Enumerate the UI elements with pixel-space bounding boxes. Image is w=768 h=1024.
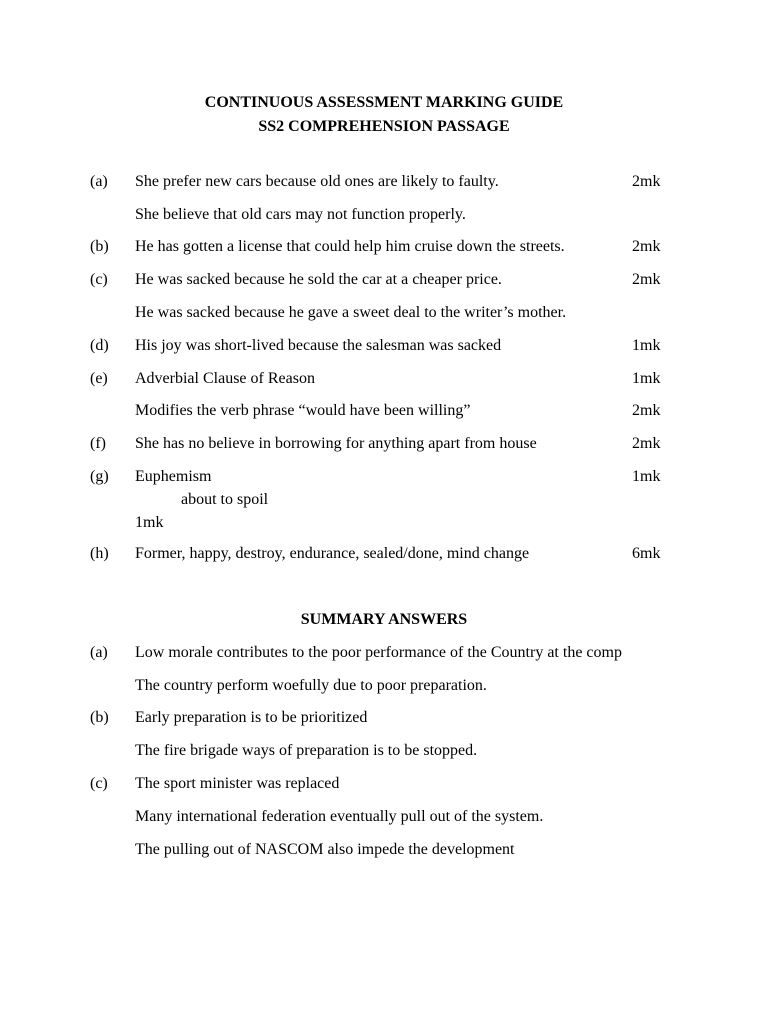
question-label: (h) [90,545,109,562]
answer-text: Euphemism [135,468,212,485]
mark-value: 2mk [632,402,661,419]
answer-text: Former, happy, destroy, endurance, sealed/done, mind change [135,545,530,562]
question-label: (c) [90,271,108,288]
question-label: (c) [90,775,108,792]
question-label: (a) [90,173,108,190]
answer-text: The pulling out of NASCOM also impede the development [135,841,515,858]
mark-value: 2mk [632,435,661,452]
answer-text: Modifies the verb phrase “would have been willing” [135,402,471,419]
question-label: (f) [90,435,106,452]
question-label: (b) [90,709,109,726]
title-line-2: SS2 COMPREHENSION PASSAGE [258,118,510,135]
answer-text: The fire brigade ways of preparation is to be stopped. [135,742,478,759]
question-label: (e) [90,370,108,387]
mark-value: 1mk [632,468,661,485]
summary-heading: SUMMARY ANSWERS [300,611,468,628]
mark-value: 1mk [632,370,661,387]
question-label: (d) [90,337,109,354]
answer-text: She has no believe in borrowing for anything apart from house [135,435,537,452]
answer-text: He was sacked because he sold the car at a cheaper price. [135,271,502,288]
answer-text: The country perform woefully due to poor preparation. [135,677,487,694]
answer-text: Early preparation is to be prioritized [135,709,368,726]
question-label: (g) [90,468,109,485]
question-label: (a) [90,644,108,661]
answer-text: Adverbial Clause of Reason [135,370,315,387]
answer-text: He has gotten a license that could help him cruise down the streets. [135,238,565,255]
answer-text: He was sacked because he gave a sweet deal to the writer’s mother. [135,304,567,321]
mark-value: 2mk [632,238,661,255]
mark-value: 6mk [632,545,661,562]
answer-text: She believe that old cars may not function properly. [135,206,466,223]
answer-text: Many international federation eventually pull out of the system. [135,808,544,825]
answer-text: The sport minister was replaced [135,775,340,792]
mark-value: 2mk [632,271,661,288]
answer-text: His joy was short-lived because the salesman was sacked [135,337,502,354]
title-line-1: CONTINUOUS ASSESSMENT MARKING GUIDE [204,94,564,111]
mark-value: 2mk [632,173,661,190]
question-label: (b) [90,238,109,255]
answer-text: She prefer new cars because old ones are likely to faulty. [135,173,499,190]
answer-text: about to spoil [181,491,269,508]
mark-value: 1mk [632,337,661,354]
answer-text: Low morale contributes to the poor performance of the Country at the comp [135,644,622,661]
mark-value: 1mk [135,514,164,531]
